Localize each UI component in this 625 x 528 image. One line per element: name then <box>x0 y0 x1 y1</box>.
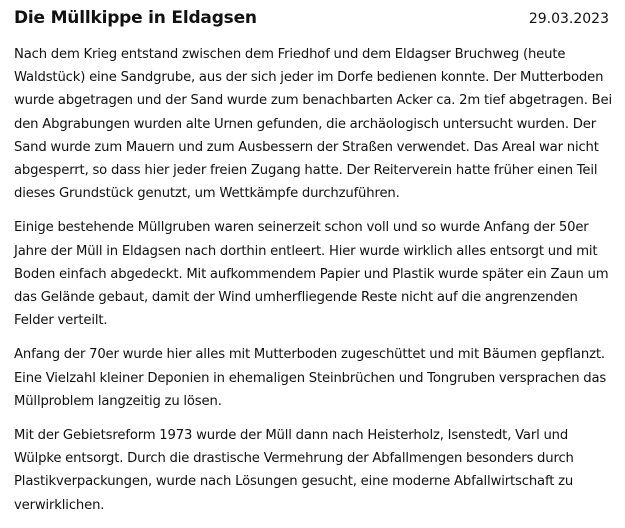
paragraph-4 <box>14 424 614 517</box>
text-line: das Gelände gebaut, damit der Wind umherfliegende Reste nicht auf die angrenzenden <box>14 290 578 306</box>
document-title: Die Müllkippe in Eldagsen <box>14 8 257 28</box>
text-line: Anfang der 70er wurde hier alles mit Mutterboden zugeschüttet und mit Bäumen gepflanzt. <box>14 347 605 363</box>
text-line: Eine Vielzahl kleiner Deponien in ehemaligen Steinbrüchen und Tongruben versprachen das <box>14 370 607 386</box>
paragraph-2 <box>14 216 614 332</box>
text-line: Mit der Gebietsreform 1973 wurde der Müll dann nach Heisterholz, Isenstedt, Varl und <box>14 428 569 444</box>
text-line: wurde abgetragen und der Sand wurde zum benachbarten Acker ca. 2m tief abgetragen. Bei <box>14 93 612 109</box>
text-line: dieses Grundstück genutzt, um Wettkämpfe durchzuführen. <box>14 186 400 202</box>
document-body <box>14 43 614 528</box>
text-line: Müllproblem langzeitig zu lösen. <box>14 393 222 409</box>
text-line: Plastikverpackungen, wurde nach Lösungen gesucht, eine moderne Abfallwirtschaft zu <box>14 474 574 490</box>
text-line: Jahre der Müll in Eldagsen nach dorthin entleert. Hier wurde wirklich alles entsorgt und mit <box>14 243 598 259</box>
text-line: Wülpke entsorgt. Durch die drastische Vermehrung der Abfallmengen besonders durch <box>14 451 574 467</box>
document-header <box>14 7 609 31</box>
text-line: Felder verteilt. <box>14 313 108 329</box>
text-line: verwirklichen. <box>14 497 105 513</box>
text-line: Nach dem Krieg entstand zwischen dem Friedhof und dem Eldagser Bruchweg (heute <box>14 47 566 62</box>
paragraph-1 <box>14 43 614 205</box>
paragraph-3 <box>14 343 614 413</box>
text-line: Sand wurde zum Mauern und zum Ausbessern der Straßen verwendet. Das Areal war nicht <box>14 139 599 155</box>
text-line: abgesperrt, so dass hier jeder freien Zugang hatte. Der Reiterverein hatte früher einen Teil <box>14 163 598 179</box>
document-date: 29.03.2023 <box>528 11 609 27</box>
text-line: Boden einfach abgedeckt. Mit aufkommendem Papier und Plastik wurde später ein Zaun um <box>14 266 609 282</box>
text-line: Waldstück) eine Sandgrube, aus der sich jeder im Dorfe bedienen konnte. Der Mutterboden <box>14 70 604 86</box>
text-line: den Abgrabungen wurden alte Urnen gefunden, die archäologisch untersucht wurden. Der <box>14 116 596 132</box>
text-line: Einige bestehende Müllgruben waren seinerzeit schon voll und so wurde Anfang der 50er <box>14 220 589 236</box>
